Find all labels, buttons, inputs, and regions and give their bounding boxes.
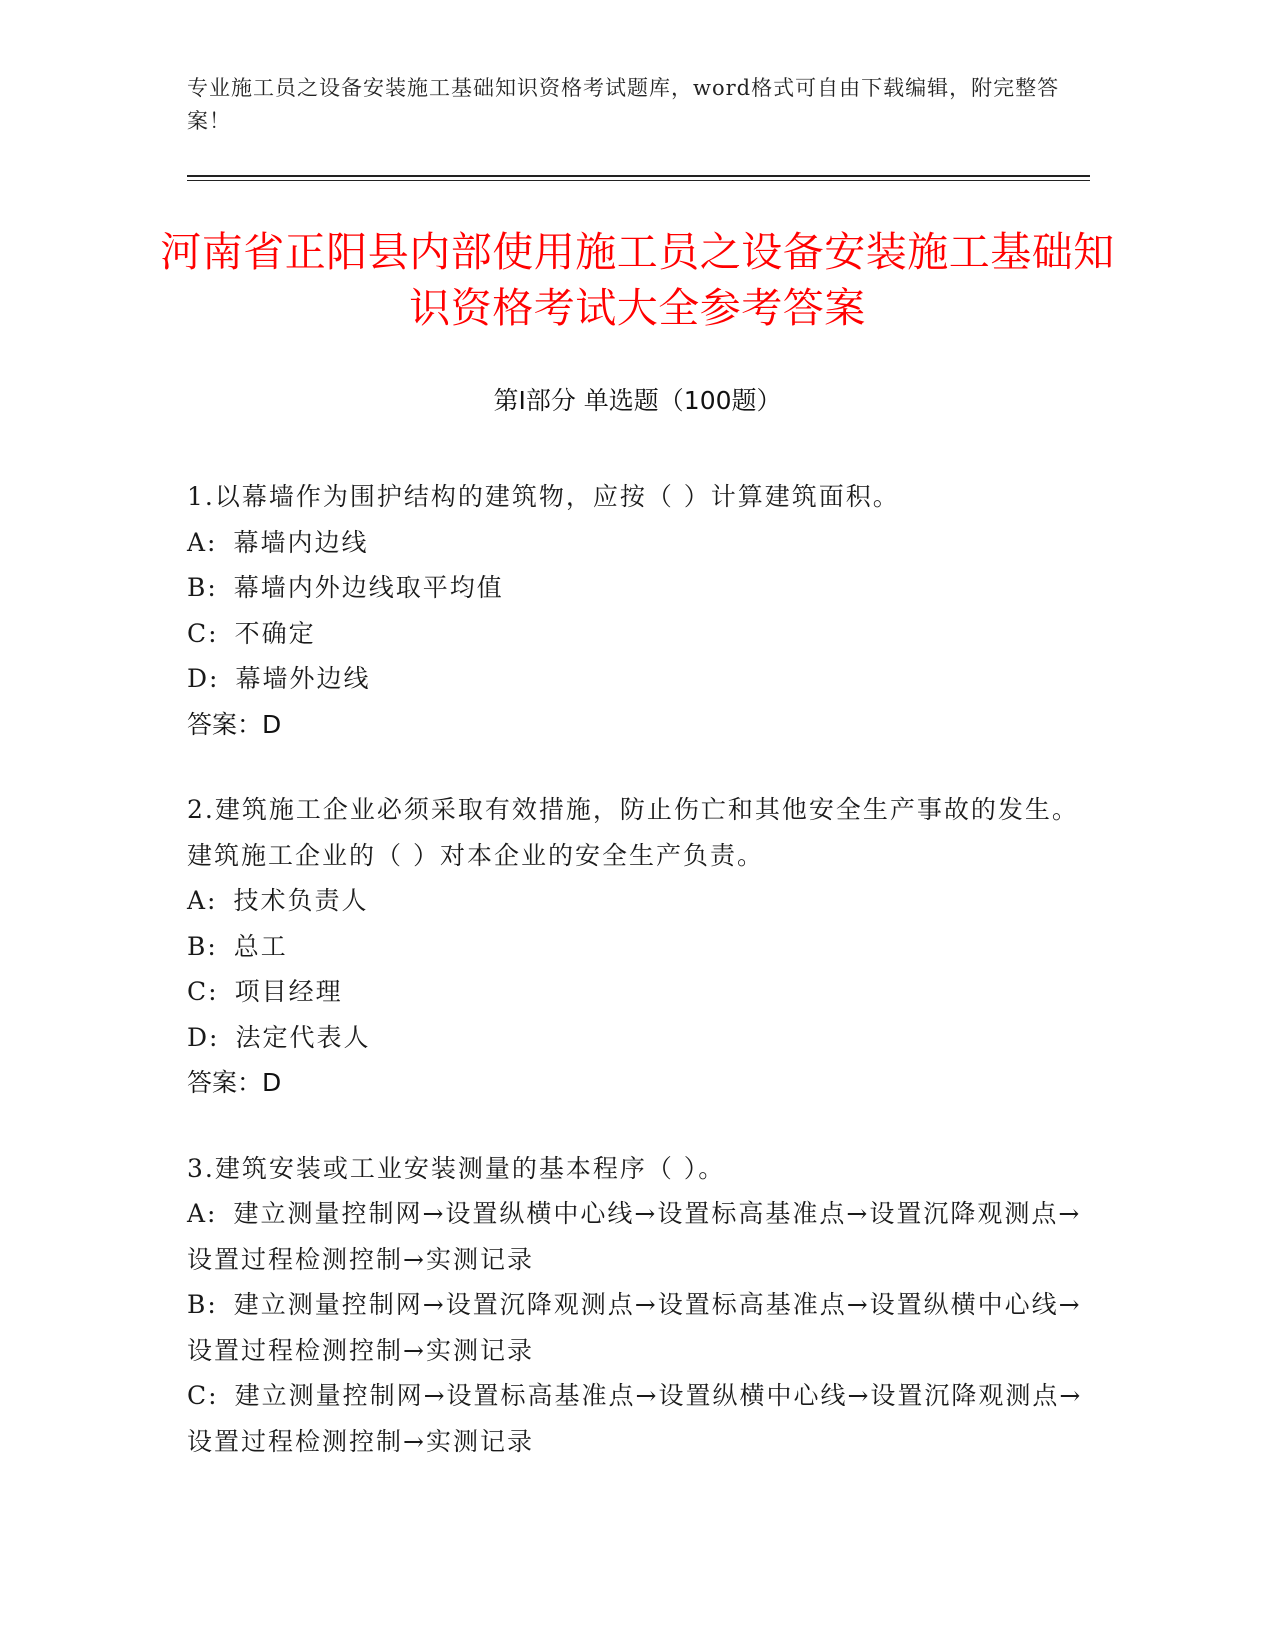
question-stem: 3.建筑安装或工业安装测量的基本程序（ ）。: [187, 1153, 726, 1183]
header-divider-thick: [187, 175, 1090, 177]
option-a: [187, 1191, 1087, 1282]
section-heading: 第I部分 单选题（100题）: [493, 386, 782, 415]
option-letter: C:: [187, 977, 219, 1006]
option-b: [187, 924, 1087, 970]
question-list: [187, 474, 1087, 1504]
option-text: 建立测量控制网→设置纵横中心线→设置标高基准点→设置沉降观测点→设置过程检测控制→实测记录: [187, 1199, 1082, 1274]
option-letter: A:: [187, 886, 218, 915]
option-text: 法定代表人: [235, 1022, 371, 1052]
option-letter: D:: [187, 664, 220, 693]
option-b: [187, 1282, 1087, 1373]
header-divider-thin: [187, 180, 1090, 181]
option-text: 总工: [233, 931, 288, 961]
option-letter: B:: [187, 931, 218, 961]
answer-line: 答案：D: [187, 1068, 282, 1097]
option-text: 技术负责人: [233, 886, 369, 915]
question-stem: 2.建筑施工企业必须采取有效措施，防止伤亡和其他安全生产事故的发生。建筑施工企业的（ ）对本企业的安全生产负责。: [187, 795, 1079, 870]
option-c: [187, 969, 1087, 1015]
option-text: 建立测量控制网→设置沉降观测点→设置标高基准点→设置纵横中心线→设置过程检测控制→实测记录: [187, 1290, 1082, 1365]
answer-line: 答案：D: [187, 709, 282, 739]
option-text: 不确定: [234, 618, 316, 648]
question-1: [187, 474, 1087, 747]
option-text: 建立测量控制网→设置标高基准点→设置纵横中心线→设置沉降观测点→设置过程检测控制→实测记录: [187, 1381, 1083, 1456]
option-letter: B:: [187, 1290, 218, 1319]
option-d: [187, 1015, 1087, 1061]
option-c: [187, 611, 1087, 657]
option-d: [187, 656, 1087, 702]
option-letter: C:: [187, 618, 219, 648]
option-text: 项目经理: [234, 977, 343, 1006]
question-stem: 1.以幕墙作为围护结构的建筑物，应按（ ）计算建筑面积。: [187, 482, 900, 511]
document-title: 河南省正阳县内部使用施工员之设备安装施工基础知识资格考试大全参考答案: [160, 228, 1115, 332]
question-2: [187, 787, 1087, 1106]
option-b: [187, 565, 1087, 611]
option-letter: C:: [187, 1381, 219, 1410]
option-letter: D:: [187, 1022, 220, 1052]
option-letter: A:: [187, 1199, 218, 1228]
option-c: [187, 1373, 1087, 1464]
option-text: 幕墙内边线: [233, 527, 369, 557]
option-a: [187, 878, 1087, 924]
question-3: [187, 1146, 1087, 1465]
option-a: [187, 520, 1087, 566]
option-text: 幕墙内外边线取平均值: [233, 573, 504, 602]
option-text: 幕墙外边线: [235, 664, 371, 693]
header-note: 专业施工员之设备安装施工基础知识资格考试题库，word格式可自由下载编辑，附完整答案！: [187, 76, 1060, 133]
option-letter: B:: [187, 573, 218, 602]
option-letter: A:: [187, 527, 218, 557]
